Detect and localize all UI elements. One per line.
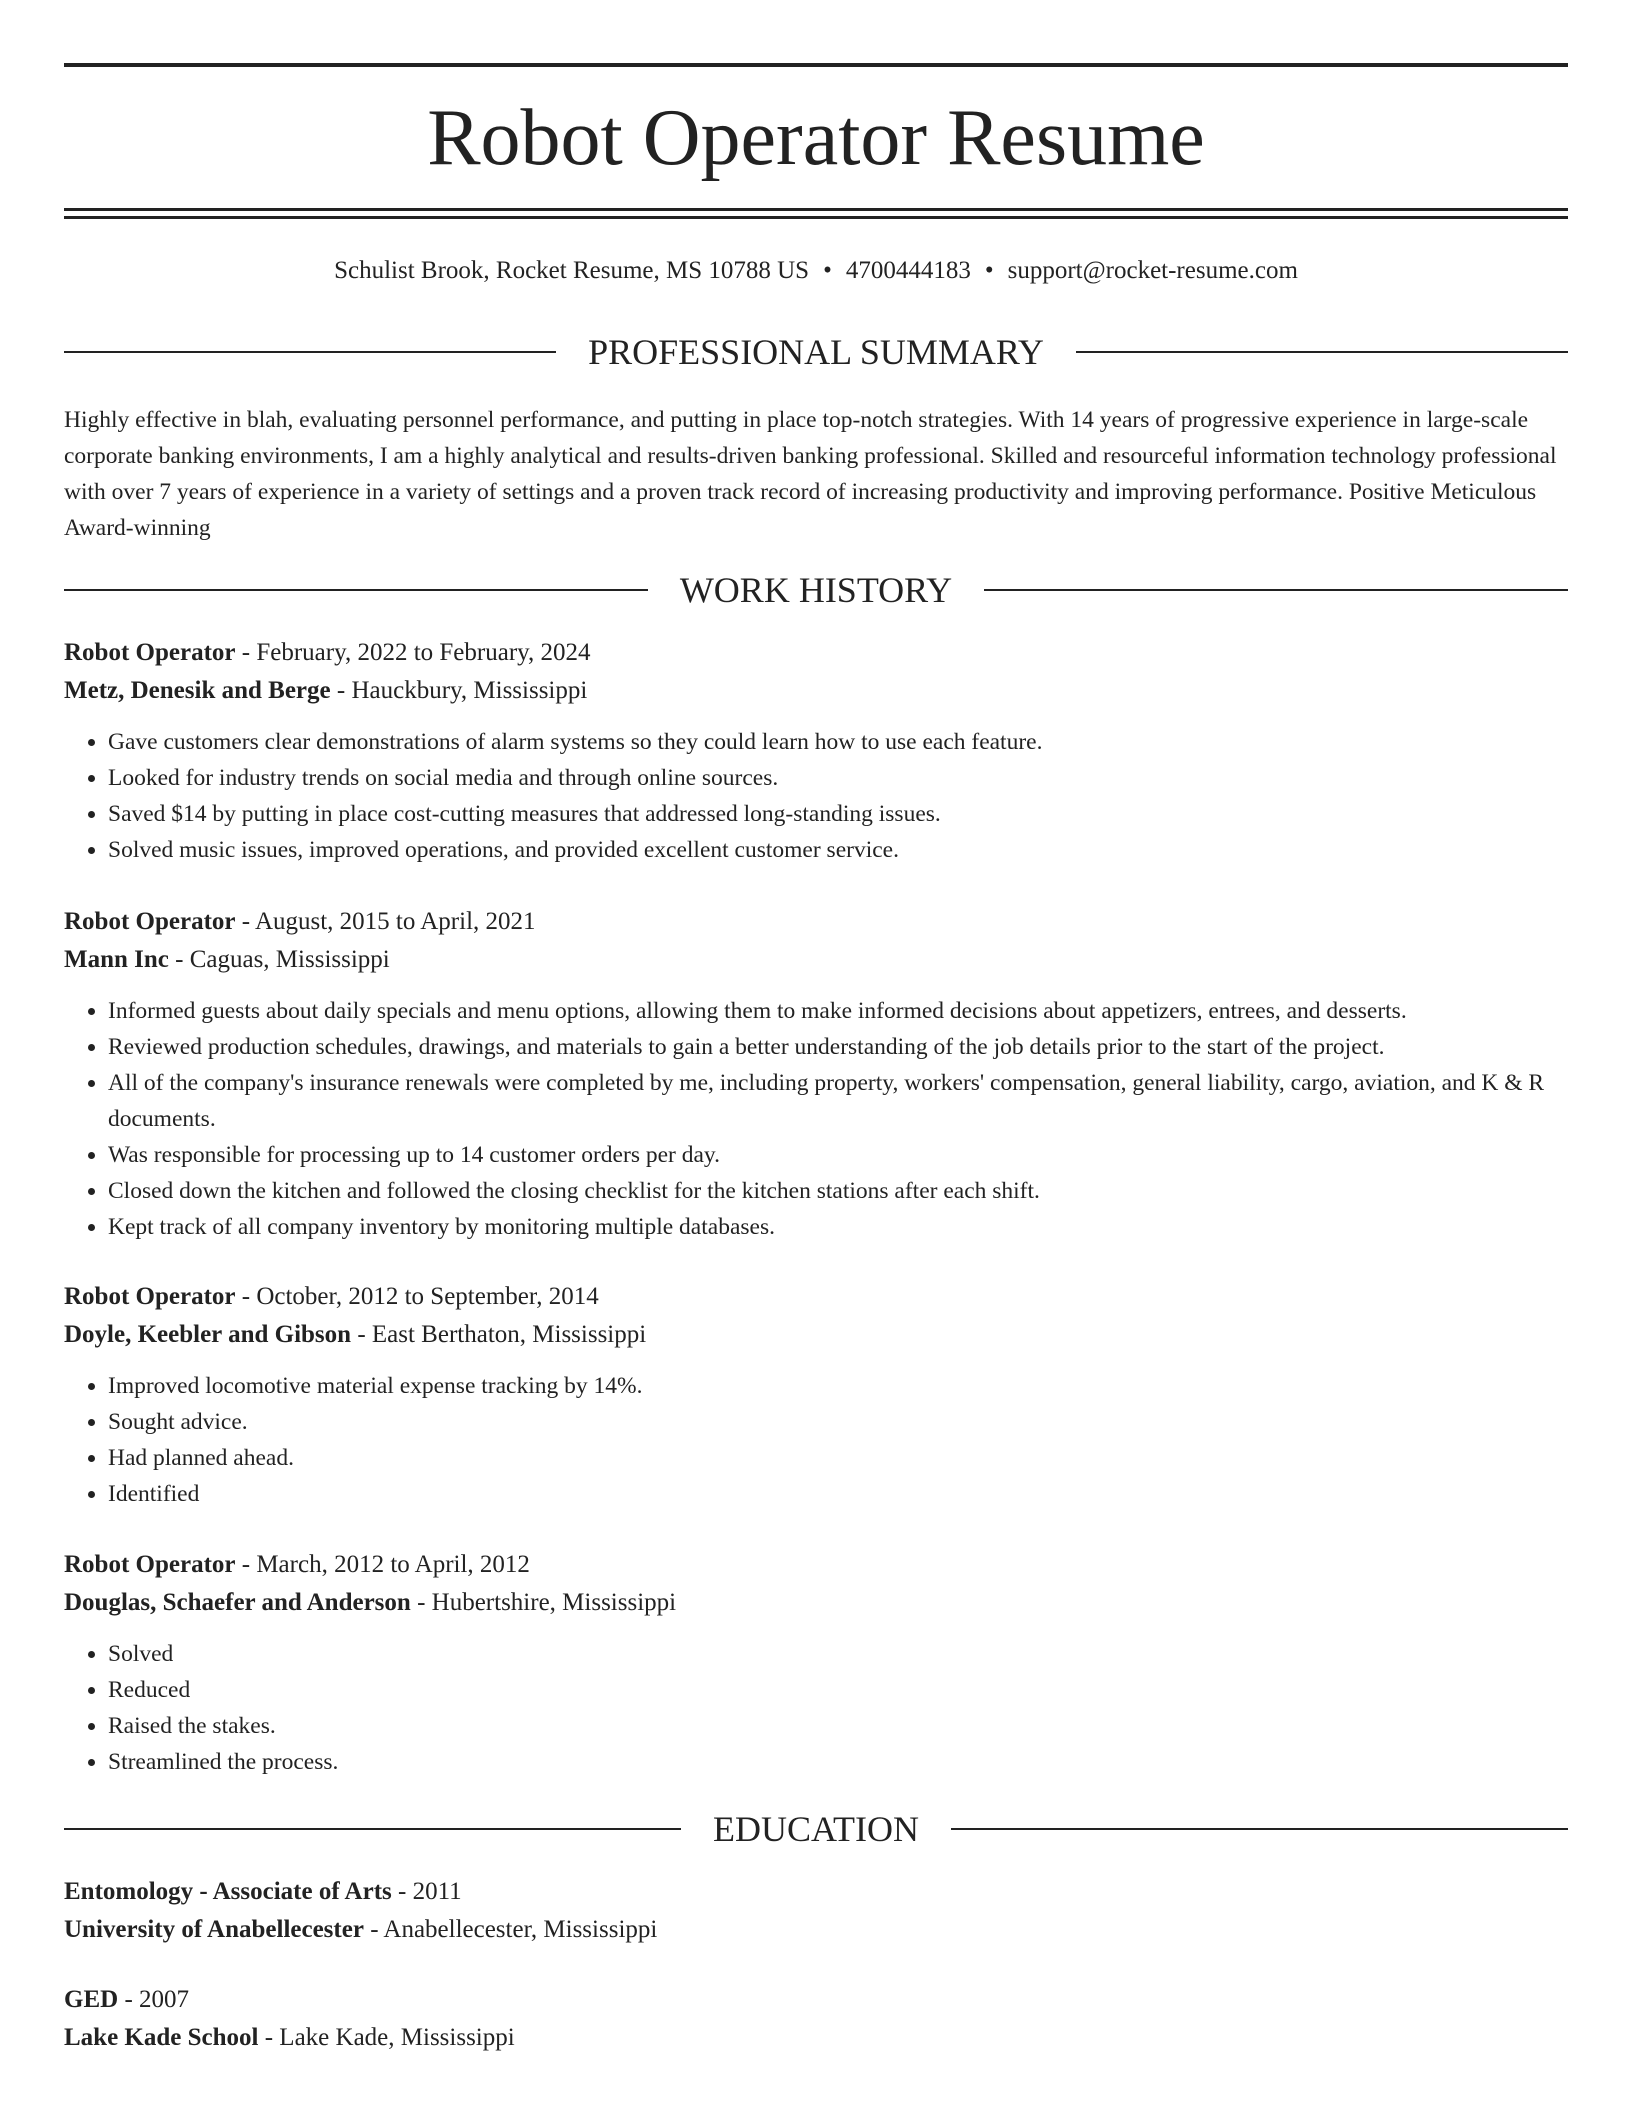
section-title: WORK HISTORY xyxy=(679,570,953,610)
job-bullet: • All of the company's insurance renewals were completed by me, including property, workers' compensation, general liability, cargo, aviation, and K & R documents. xyxy=(108,1065,1568,1137)
job-entry xyxy=(64,634,1568,868)
heading-rule-right xyxy=(1076,351,1568,353)
job-location: - East Berthaton, Mississippi xyxy=(357,1321,647,1348)
education-entry xyxy=(64,1873,1568,1949)
job-dates: - August, 2015 to April, 2021 xyxy=(241,908,536,935)
job-bullet: • Was responsible for processing up to 14 customer orders per day. xyxy=(108,1137,1568,1173)
education-degree-line xyxy=(64,1981,1568,2019)
job-dates: - February, 2022 to February, 2024 xyxy=(241,639,591,666)
education-school-line xyxy=(64,1911,1568,1949)
job-bullet: • Gave customers clear demonstrations of alarm systems so they could learn how to use each feature. xyxy=(108,724,1568,760)
education-school: University of Anabellecester xyxy=(64,1916,364,1943)
contact-email: support@rocket-resume.com xyxy=(1007,257,1298,284)
job-company: Metz, Denesik and Berge xyxy=(64,677,331,704)
job-company-line xyxy=(64,1584,1568,1622)
job-bullets xyxy=(64,1368,1568,1512)
education-school-line xyxy=(64,2019,1568,2057)
job-dates: - October, 2012 to September, 2014 xyxy=(241,1283,599,1310)
section-heading-education xyxy=(64,1807,1568,1851)
job-company-line xyxy=(64,672,1568,710)
heading-rule-left xyxy=(64,1828,681,1830)
heading-rule-left xyxy=(64,589,648,591)
job-company: Mann Inc xyxy=(64,946,169,973)
education-location: - Lake Kade, Mississippi xyxy=(264,2024,515,2051)
job-company-line xyxy=(64,1316,1568,1354)
contact-address: Schulist Brook, Rocket Resume, MS 10788 US xyxy=(334,257,810,284)
summary-text: Highly effective in blah, evaluating personnel performance, and putting in place top-notch strategies. With 14 years of progressive experience in large-scale corporate banking environments, I am a highly analytical and results-driven banking professional. Skilled and resourceful information technology professional with over 7 years of experience in a variety of settings and a proven track record of increasing productivity and improving performance. Positive Meticulous Award-winning xyxy=(64,407,1557,541)
job-bullets xyxy=(64,993,1568,1245)
education-degree: GED xyxy=(64,1986,119,2013)
education-year: - 2011 xyxy=(398,1878,462,1905)
job-bullet: • Improved locomotive material expense tracking by 14%. xyxy=(108,1368,1568,1404)
job-title-line xyxy=(64,903,1568,941)
section-title: PROFESSIONAL SUMMARY xyxy=(588,332,1044,372)
job-bullet: • Solved music issues, improved operations, and provided excellent customer service. xyxy=(108,832,1568,868)
job-title-line xyxy=(64,1278,1568,1316)
job-bullet: • Streamlined the process. xyxy=(108,1744,1568,1780)
contact-phone: 4700444183 xyxy=(845,257,971,284)
job-bullets xyxy=(64,724,1568,868)
contact-separator: • xyxy=(984,257,994,284)
heading-rule-right xyxy=(951,1828,1568,1830)
job-title: Robot Operator xyxy=(64,1283,236,1310)
job-company-line xyxy=(64,941,1568,979)
page-title: Robot Operator Resume xyxy=(427,94,1205,182)
job-bullet: • Saved $14 by putting in place cost-cutting measures that addressed long-standing issues. xyxy=(108,796,1568,832)
education-school: Lake Kade School xyxy=(64,2024,259,2051)
section-title: EDUCATION xyxy=(713,1809,919,1849)
education-year: - 2007 xyxy=(124,1986,190,2013)
job-title-line xyxy=(64,634,1568,672)
job-location: - Hauckbury, Mississippi xyxy=(336,677,588,704)
education-degree: Entomology - Associate of Arts xyxy=(64,1878,392,1905)
job-dates: - March, 2012 to April, 2012 xyxy=(241,1551,530,1578)
heading-rule-right xyxy=(984,589,1568,591)
job-bullet: • Solved xyxy=(108,1636,1568,1672)
job-title: Robot Operator xyxy=(64,908,236,935)
education-degree-line xyxy=(64,1873,1568,1911)
contact-line xyxy=(64,254,1568,288)
job-entry xyxy=(64,1278,1568,1512)
job-bullet: • Reviewed production schedules, drawings, and materials to gain a better understanding of the job details prior to the start of the project. xyxy=(108,1029,1568,1065)
job-title: Robot Operator xyxy=(64,639,236,666)
job-bullet: • Sought advice. xyxy=(108,1404,1568,1440)
job-bullet: • Identified xyxy=(108,1476,1568,1512)
job-title: Robot Operator xyxy=(64,1551,236,1578)
section-heading-work-history xyxy=(64,568,1568,612)
job-entry xyxy=(64,1546,1568,1780)
job-bullet: • Looked for industry trends on social media and through online sources. xyxy=(108,760,1568,796)
contact-separator: • xyxy=(823,257,832,284)
job-bullet: • Kept track of all company inventory by monitoring multiple databases. xyxy=(108,1209,1568,1245)
job-bullet: • Informed guests about daily specials and menu options, allowing them to make informed decisions about appetizers, entrees, and desserts. xyxy=(108,993,1568,1029)
job-bullet: • Closed down the kitchen and followed the closing checklist for the kitchen stations after each shift. xyxy=(108,1173,1568,1209)
job-bullets xyxy=(64,1636,1568,1780)
education-location: - Anabellecester, Mississippi xyxy=(370,1916,658,1943)
header-top-rule xyxy=(64,63,1568,67)
job-location: - Caguas, Mississippi xyxy=(175,946,390,973)
job-bullet: • Reduced xyxy=(108,1672,1568,1708)
job-title-line xyxy=(64,1546,1568,1584)
heading-rule-left xyxy=(64,351,556,353)
job-bullet: • Raised the stakes. xyxy=(108,1708,1568,1744)
job-bullet: • Had planned ahead. xyxy=(108,1440,1568,1476)
education-entry xyxy=(64,1981,1568,2057)
job-location: - Hubertshire, Mississippi xyxy=(417,1589,677,1616)
job-company: Doyle, Keebler and Gibson xyxy=(64,1321,352,1348)
job-entry xyxy=(64,903,1568,1245)
header-double-rule xyxy=(64,208,1568,219)
job-company: Douglas, Schaefer and Anderson xyxy=(64,1589,411,1616)
section-heading-summary xyxy=(64,330,1568,374)
